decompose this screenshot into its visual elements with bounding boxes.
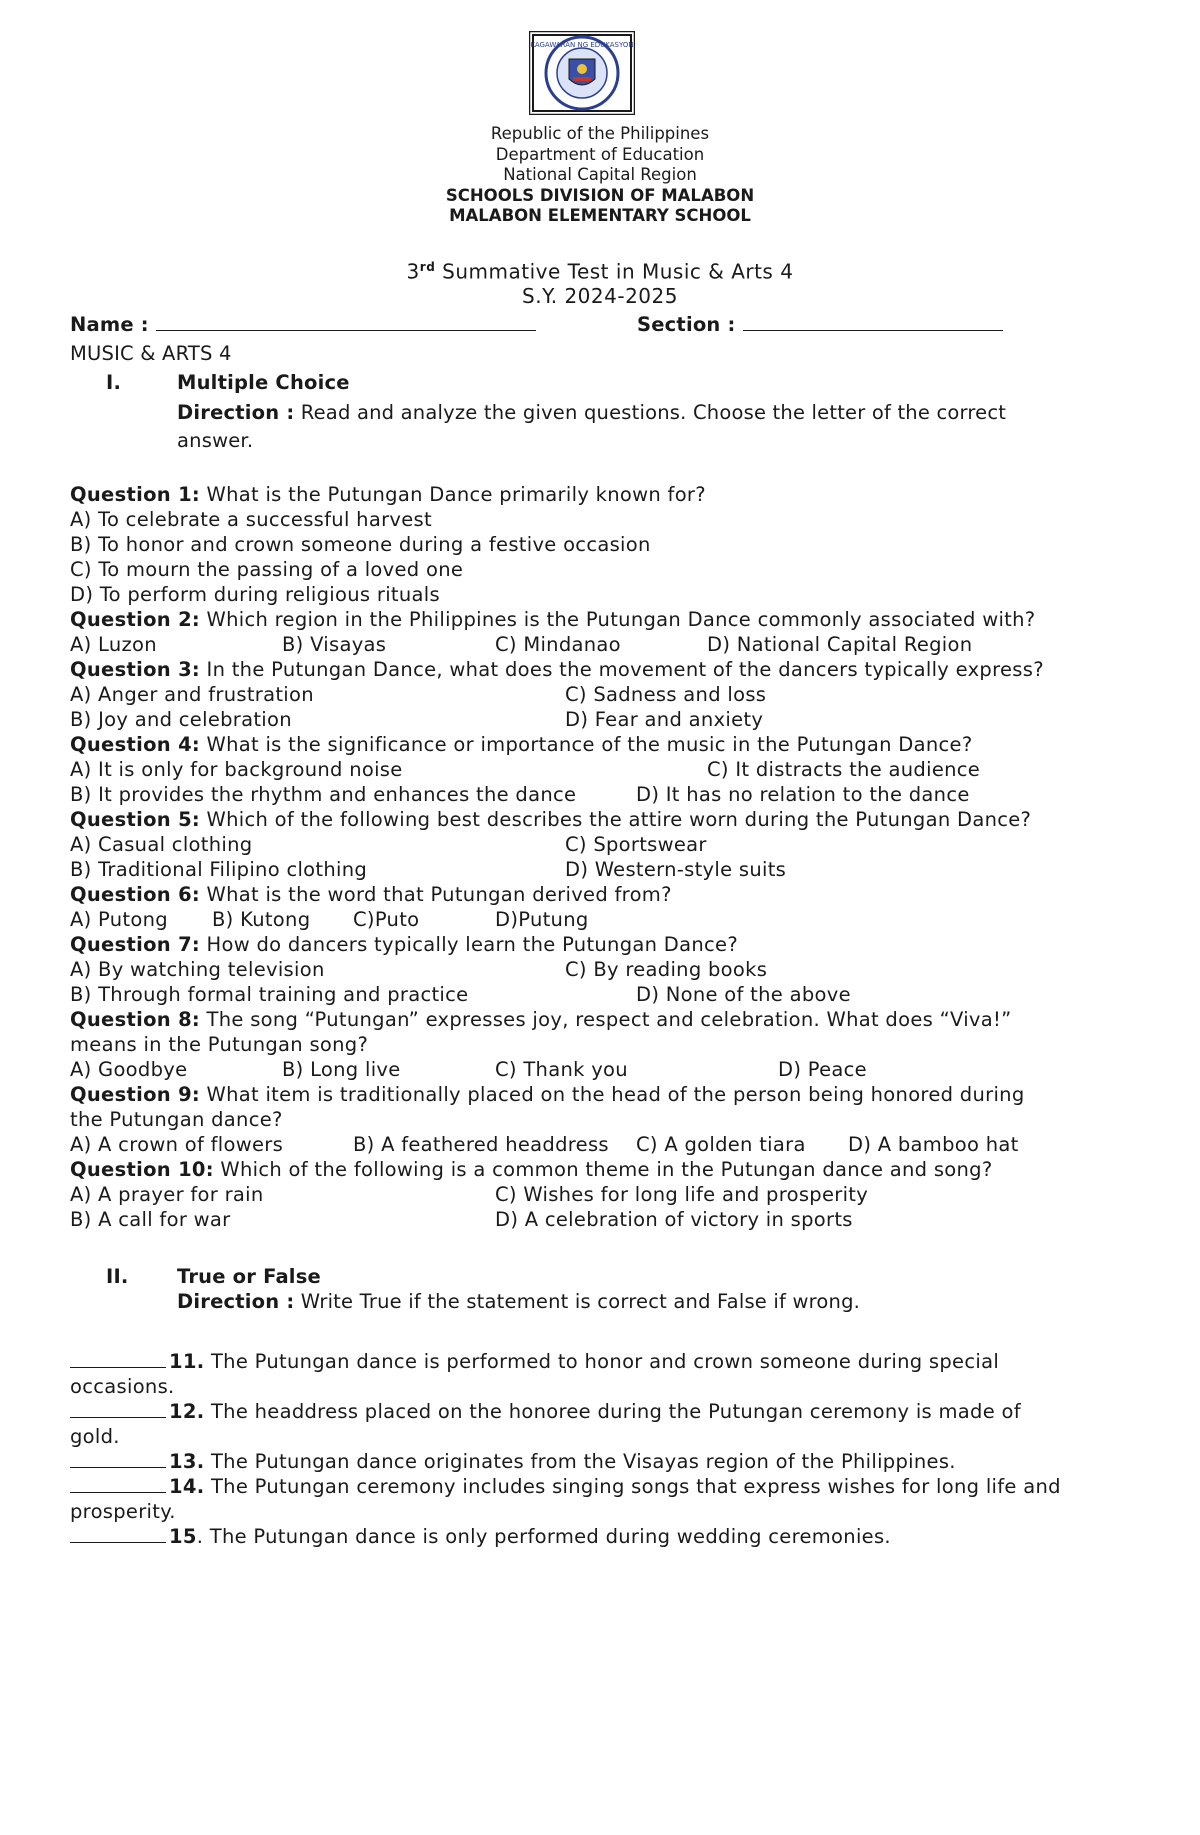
q8-option-a: A) Goodbye xyxy=(70,1058,188,1081)
q8-option-c: C) Thank you xyxy=(495,1058,628,1081)
tf-item-11: 11. The Putungan dance is performed to honor and crown someone during special xyxy=(70,1349,999,1374)
q5-option-d: D) Western-style suits xyxy=(565,858,787,881)
section-blank[interactable] xyxy=(743,312,1003,331)
q6-option-d: D)Putung xyxy=(495,908,589,931)
question-7: Question 7: How do dancers typically learn the Putungan Dance? xyxy=(70,933,738,956)
answer-blank[interactable] xyxy=(70,1349,166,1368)
question-3: Question 3: In the Putungan Dance, what does the movement of the dancers typically express? xyxy=(70,658,1044,681)
test-title: 3rd Summative Test in Music & Arts 4 xyxy=(406,259,794,284)
tf-item-13: 13. The Putungan dance originates from the Visayas region of the Philippines. xyxy=(70,1449,956,1474)
question-4: Question 4: What is the significance or importance of the music in the Putungan Dance? xyxy=(70,733,973,756)
question-2: Question 2: Which region in the Philippines is the Putungan Dance commonly associated with? xyxy=(70,608,1036,631)
tf-item-12: 12. The headdress placed on the honoree during the Putungan ceremony is made of xyxy=(70,1399,1021,1424)
q10-option-a: A) A prayer for rain xyxy=(70,1183,264,1206)
part1-numeral: I. xyxy=(106,371,122,394)
q9-option-d: D) A bamboo hat xyxy=(848,1133,1019,1156)
q1-option-d: D) To perform during religious rituals xyxy=(70,583,440,606)
q4-option-d: D) It has no relation to the dance xyxy=(636,783,970,806)
part1-direction-cont: answer. xyxy=(177,429,254,452)
question-9: Question 9: What item is traditionally placed on the head of the person being honored during xyxy=(70,1083,1025,1106)
q2-option-c: C) Mindanao xyxy=(495,633,621,656)
header-region: National Capital Region xyxy=(503,165,697,184)
tf-item-14-cont: prosperity. xyxy=(70,1500,176,1523)
part2-numeral: II. xyxy=(106,1265,129,1288)
q6-option-b: B) Kutong xyxy=(212,908,311,931)
q2-option-b: B) Visayas xyxy=(282,633,387,656)
answer-blank[interactable] xyxy=(70,1449,166,1468)
part2-heading: True or False xyxy=(177,1265,321,1288)
q5-option-b: B) Traditional Filipino clothing xyxy=(70,858,368,881)
q2-option-a: A) Luzon xyxy=(70,633,157,656)
q10-option-c: C) Wishes for long life and prosperity xyxy=(495,1183,869,1206)
q1-option-a: A) To celebrate a successful harvest xyxy=(70,508,432,531)
question-9-cont: the Putungan dance? xyxy=(70,1108,283,1131)
q9-option-a: A) A crown of flowers xyxy=(70,1133,284,1156)
q9-option-b: B) A feathered headdress xyxy=(353,1133,609,1156)
q3-option-a: A) Anger and frustration xyxy=(70,683,314,706)
q8-option-d: D) Peace xyxy=(778,1058,867,1081)
q3-option-d: D) Fear and anxiety xyxy=(565,708,764,731)
q7-option-d: D) None of the above xyxy=(636,983,851,1006)
question-6: Question 6: What is the word that Putungan derived from? xyxy=(70,883,672,906)
q4-option-b: B) It provides the rhythm and enhances the dance xyxy=(70,783,577,806)
header-department: Department of Education xyxy=(495,144,705,164)
part1-direction: Direction : Read and analyze the given questions. Choose the letter of the correct xyxy=(177,401,1007,424)
school-year: S.Y. 2024-2025 xyxy=(522,284,678,308)
q2-option-d: D) National Capital Region xyxy=(707,633,973,656)
question-5: Question 5: Which of the following best describes the attire worn during the Putungan Dance? xyxy=(70,808,1032,831)
q4-option-a: A) It is only for background noise xyxy=(70,758,403,781)
q7-option-a: A) By watching television xyxy=(70,958,325,981)
q3-option-c: C) Sadness and loss xyxy=(565,683,767,706)
part1-heading: Multiple Choice xyxy=(177,371,350,394)
question-8: Question 8: The song “Putungan” expresses joy, respect and celebration. What does “Viva!” xyxy=(70,1008,1012,1031)
part2-direction: Direction : Write True if the statement is correct and False if wrong. xyxy=(177,1290,861,1313)
svg-text:KAGAWARAN NG EDUKASYON: KAGAWARAN NG EDUKASYON xyxy=(530,41,634,49)
name-field: Name : xyxy=(70,312,536,337)
tf-item-15: 15. The Putungan dance is only performed during wedding ceremonies. xyxy=(70,1524,891,1549)
q1-option-b: B) To honor and crown someone during a festive occasion xyxy=(70,533,651,556)
section-field: Section : xyxy=(637,312,1003,337)
name-blank[interactable] xyxy=(156,312,536,331)
header-republic: Republic of the Philippines xyxy=(490,124,710,143)
q1-option-c: C) To mourn the passing of a loved one xyxy=(70,558,464,581)
q9-option-c: C) A golden tiara xyxy=(636,1133,806,1156)
tf-item-14: 14. The Putungan ceremony includes singing songs that express wishes for long life and xyxy=(70,1474,1061,1499)
q10-option-d: D) A celebration of victory in sports xyxy=(495,1208,853,1231)
q4-option-c: C) It distracts the audience xyxy=(707,758,981,781)
q5-option-c: C) Sportswear xyxy=(565,833,707,856)
header-division: SCHOOLS DIVISION OF MALABON xyxy=(445,185,755,205)
question-1: Question 1: What is the Putungan Dance primarily known for? xyxy=(70,483,706,506)
answer-blank[interactable] xyxy=(70,1524,166,1543)
q10-option-b: B) A call for war xyxy=(70,1208,231,1231)
q5-option-a: A) Casual clothing xyxy=(70,833,253,856)
subject-label: MUSIC & ARTS 4 xyxy=(70,342,232,365)
answer-blank[interactable] xyxy=(70,1399,166,1418)
q6-option-a: A) Putong xyxy=(70,908,168,931)
deped-seal-logo xyxy=(529,31,635,115)
q3-option-b: B) Joy and celebration xyxy=(70,708,292,731)
q6-option-c: C)Puto xyxy=(353,908,420,931)
q7-option-b: B) Through formal training and practice xyxy=(70,983,469,1006)
tf-item-11-cont: occasions. xyxy=(70,1375,175,1398)
q7-option-c: C) By reading books xyxy=(565,958,768,981)
header-school: MALABON ELEMENTARY SCHOOL xyxy=(449,206,751,225)
tf-item-12-cont: gold. xyxy=(70,1425,120,1448)
answer-blank[interactable] xyxy=(70,1474,166,1493)
question-8-cont: means in the Putungan song? xyxy=(70,1033,369,1056)
q8-option-b: B) Long live xyxy=(282,1058,401,1081)
question-10: Question 10: Which of the following is a common theme in the Putungan dance and song? xyxy=(70,1158,993,1181)
